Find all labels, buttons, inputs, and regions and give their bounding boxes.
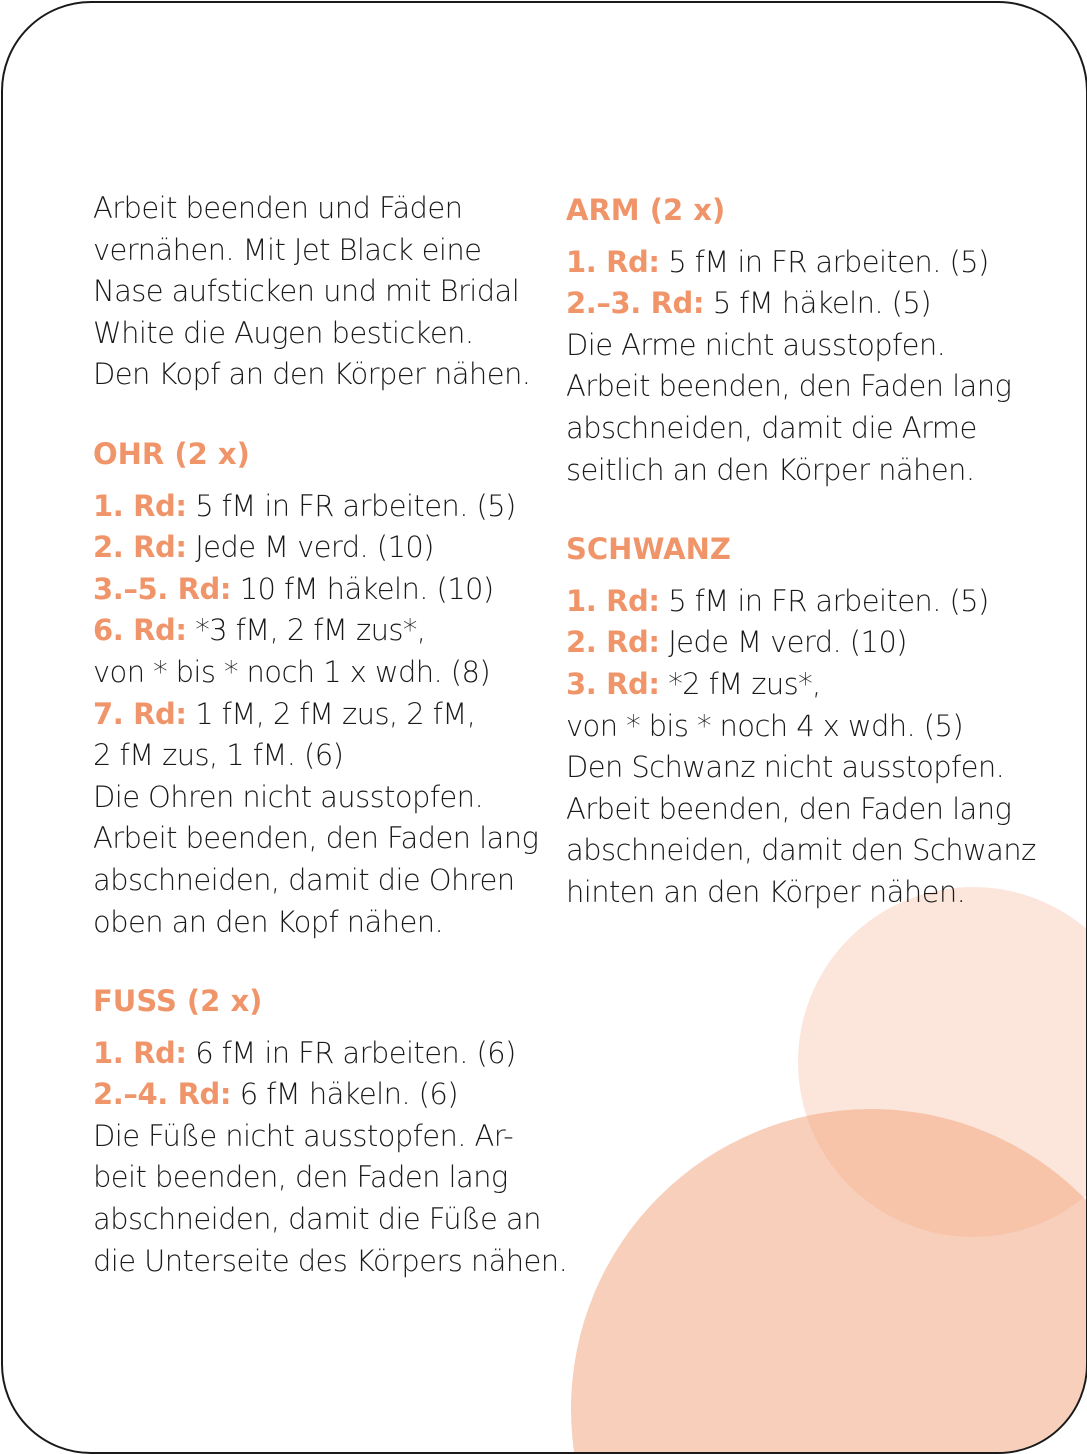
round-label: 2. Rd:: [566, 625, 660, 660]
schwanz-instructions: [566, 581, 1036, 914]
round-line: [93, 527, 543, 569]
round-continuation: 2 fM zus, 1 fM. (6): [93, 738, 344, 773]
round-line: [566, 622, 1036, 664]
note-line: Den Schwanz nicht ausstopfen.: [566, 750, 1005, 785]
round-text: 5 fM häkeln. (5): [704, 286, 931, 321]
note-line: Arbeit beenden, den Faden lang: [566, 369, 1012, 404]
right-column: [566, 188, 1036, 914]
round-continuation: von * bis * noch 4 x wdh. (5): [566, 708, 964, 743]
round-line: [93, 610, 543, 652]
note-line: abschneiden, damit die Ohren: [93, 862, 515, 897]
round-label: 1. Rd:: [566, 583, 660, 618]
round-text: 5 fM in FR arbeiten. (5): [659, 583, 989, 618]
note-line: Die Arme nicht ausstopfen.: [566, 327, 946, 362]
section-heading-schwanz: SCHWANZ: [566, 532, 731, 567]
intro-line: Arbeit beenden und Fäden: [93, 191, 463, 225]
round-line: [93, 1074, 543, 1116]
note-line: Die Ohren nicht ausstopfen.: [93, 779, 484, 814]
section-heading-fuss: FUSS (2 x): [93, 984, 263, 1019]
note-line: oben an den Kopf nähen.: [93, 904, 444, 939]
intro-line: Den Kopf an den Körper nähen.: [93, 357, 531, 392]
note-line: seitlich an den Körper nähen.: [566, 452, 975, 487]
round-line: [93, 486, 543, 528]
round-text: 6 fM häkeln. (6): [231, 1077, 458, 1112]
note-line: hinten an den Körper nähen.: [566, 874, 966, 909]
round-text: 6 fM in FR arbeiten. (6): [186, 1035, 516, 1070]
round-text: *3 fM, 2 fM zus*,: [186, 613, 426, 648]
round-label: 6. Rd:: [93, 613, 187, 648]
round-text: 5 fM in FR arbeiten. (5): [659, 244, 989, 279]
round-text: 1 fM, 2 fM zus, 2 fM,: [186, 696, 476, 731]
round-label: 3. Rd:: [566, 666, 660, 701]
intro-line: White die Augen besticken.: [93, 315, 474, 350]
round-text: Jede M verd. (10): [186, 530, 434, 565]
note-line: Arbeit beenden, den Faden lang: [566, 791, 1012, 826]
round-continuation: von * bis * noch 1 x wdh. (8): [93, 654, 491, 689]
left-column: [93, 188, 568, 1282]
round-line: [566, 581, 1036, 623]
section-heading-arm: ARM (2 x): [566, 193, 726, 227]
intro-paragraph: [93, 188, 543, 396]
round-label: 1. Rd:: [566, 244, 660, 279]
round-line: [566, 242, 1036, 284]
round-line: [93, 569, 543, 611]
round-label: 2.–3. Rd:: [566, 286, 705, 321]
note-line: abschneiden, damit den Schwanz: [566, 833, 1036, 868]
round-text: Jede M verd. (10): [659, 625, 907, 660]
arm-instructions: [566, 242, 1036, 492]
intro-line: Nase aufsticken und mit Bridal: [93, 274, 520, 309]
note-line: abschneiden, damit die Füße an: [93, 1202, 541, 1237]
round-label: 3.–5. Rd:: [93, 571, 232, 606]
intro-line: vernähen. Mit Jet Black eine: [93, 232, 482, 267]
decorative-circle-bottom: [571, 1109, 1087, 1454]
round-label: 2. Rd:: [93, 530, 187, 565]
round-text: *2 fM zus*,: [659, 666, 821, 701]
round-line: [566, 283, 1036, 325]
note-line: Arbeit beenden, den Faden lang: [93, 821, 539, 856]
note-line: beit beenden, den Faden lang: [93, 1160, 508, 1195]
round-label: 7. Rd:: [93, 696, 187, 731]
round-line: [93, 694, 543, 736]
round-text: 5 fM in FR arbeiten. (5): [186, 488, 516, 523]
note-line: Die Füße nicht ausstopfen. Ar-: [93, 1118, 514, 1153]
note-line: die Unterseite des Körpers nähen.: [93, 1243, 568, 1278]
round-line: [93, 1033, 543, 1075]
fuss-instructions: [93, 1033, 568, 1283]
round-line: [566, 664, 1036, 706]
round-label: 1. Rd:: [93, 1035, 187, 1070]
round-text: 10 fM häkeln. (10): [231, 571, 494, 606]
round-label: 1. Rd:: [93, 488, 187, 523]
note-line: abschneiden, damit die Arme: [566, 410, 977, 445]
section-heading-ohr: OHR (2 x): [93, 436, 250, 471]
ohr-instructions: [93, 486, 543, 944]
round-label: 2.–4. Rd:: [93, 1077, 232, 1112]
